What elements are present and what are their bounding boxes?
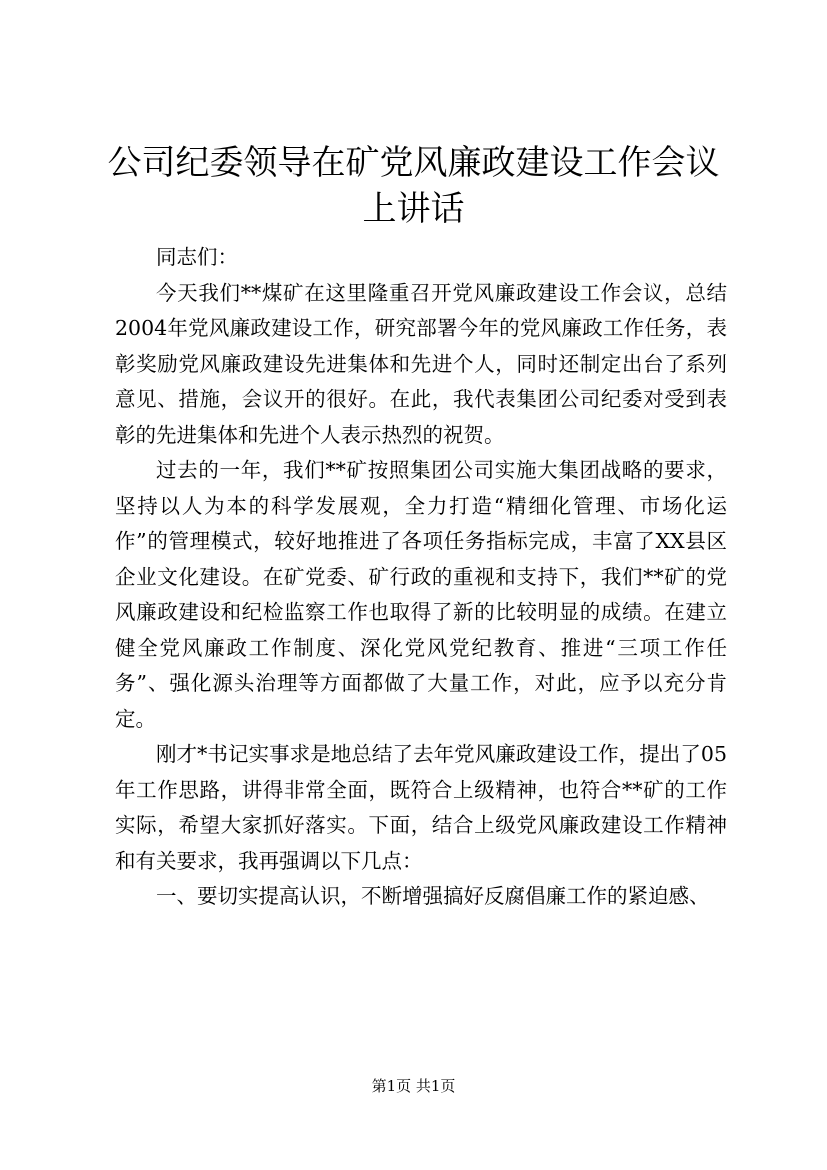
paragraph-review: 过去的一年，我们**矿按照集团公司实施大集团战略的要求，坚持以人为本的科学发展观，全力打造“精细化管理、市场化运作”的管理模式，较好地推进了各项任务指标完成，丰富了XX县区企业文化建设。在矿党委、矿行政的重视和支持下，我们**矿的党风廉政建设和纪检监察工作也取得了新的比较明显的成绩。在建立健全党风廉政工作制度、深化党风党纪教育、推进“三项工作任务”、强化源头治理等方面都做了大量工作，对此，应予以充分肯定。 xyxy=(115,458,727,731)
document-body xyxy=(115,240,727,915)
paragraph-summary: 刚才*书记实事求是地总结了去年党风廉政建设工作，提出了05年工作思路，讲得非常全面，既符合上级精神，也符合**矿的工作实际，希望大家抓好落实。下面，结合上级党风廉政建设工作精神和有关要求，我再强调以下几点： xyxy=(115,742,727,873)
paragraph-opening: 今天我们**煤矿在这里隆重召开党风廉政建设工作会议，总结2004年党风廉政建设工作，研究部署今年的党风廉政工作任务，表彰奖励党风廉政建设先进集体和先进个人，同时还制定出台了系列意见、措施，会议开的很好。在此，我代表集团公司纪委对受到表彰的先进集体和先进个人表示热烈的祝贺。 xyxy=(115,280,727,447)
paragraph-point-one: 一、要切实提高认识，不断增强搞好反腐倡廉工作的紧迫感、 xyxy=(156,884,710,908)
paragraph-salutation: 同志们： xyxy=(156,245,238,269)
document-title: 公司纪委领导在矿党风廉政建设工作会议上讲话 xyxy=(107,143,720,229)
page-footer: 第1页 共1页 xyxy=(371,1077,456,1095)
